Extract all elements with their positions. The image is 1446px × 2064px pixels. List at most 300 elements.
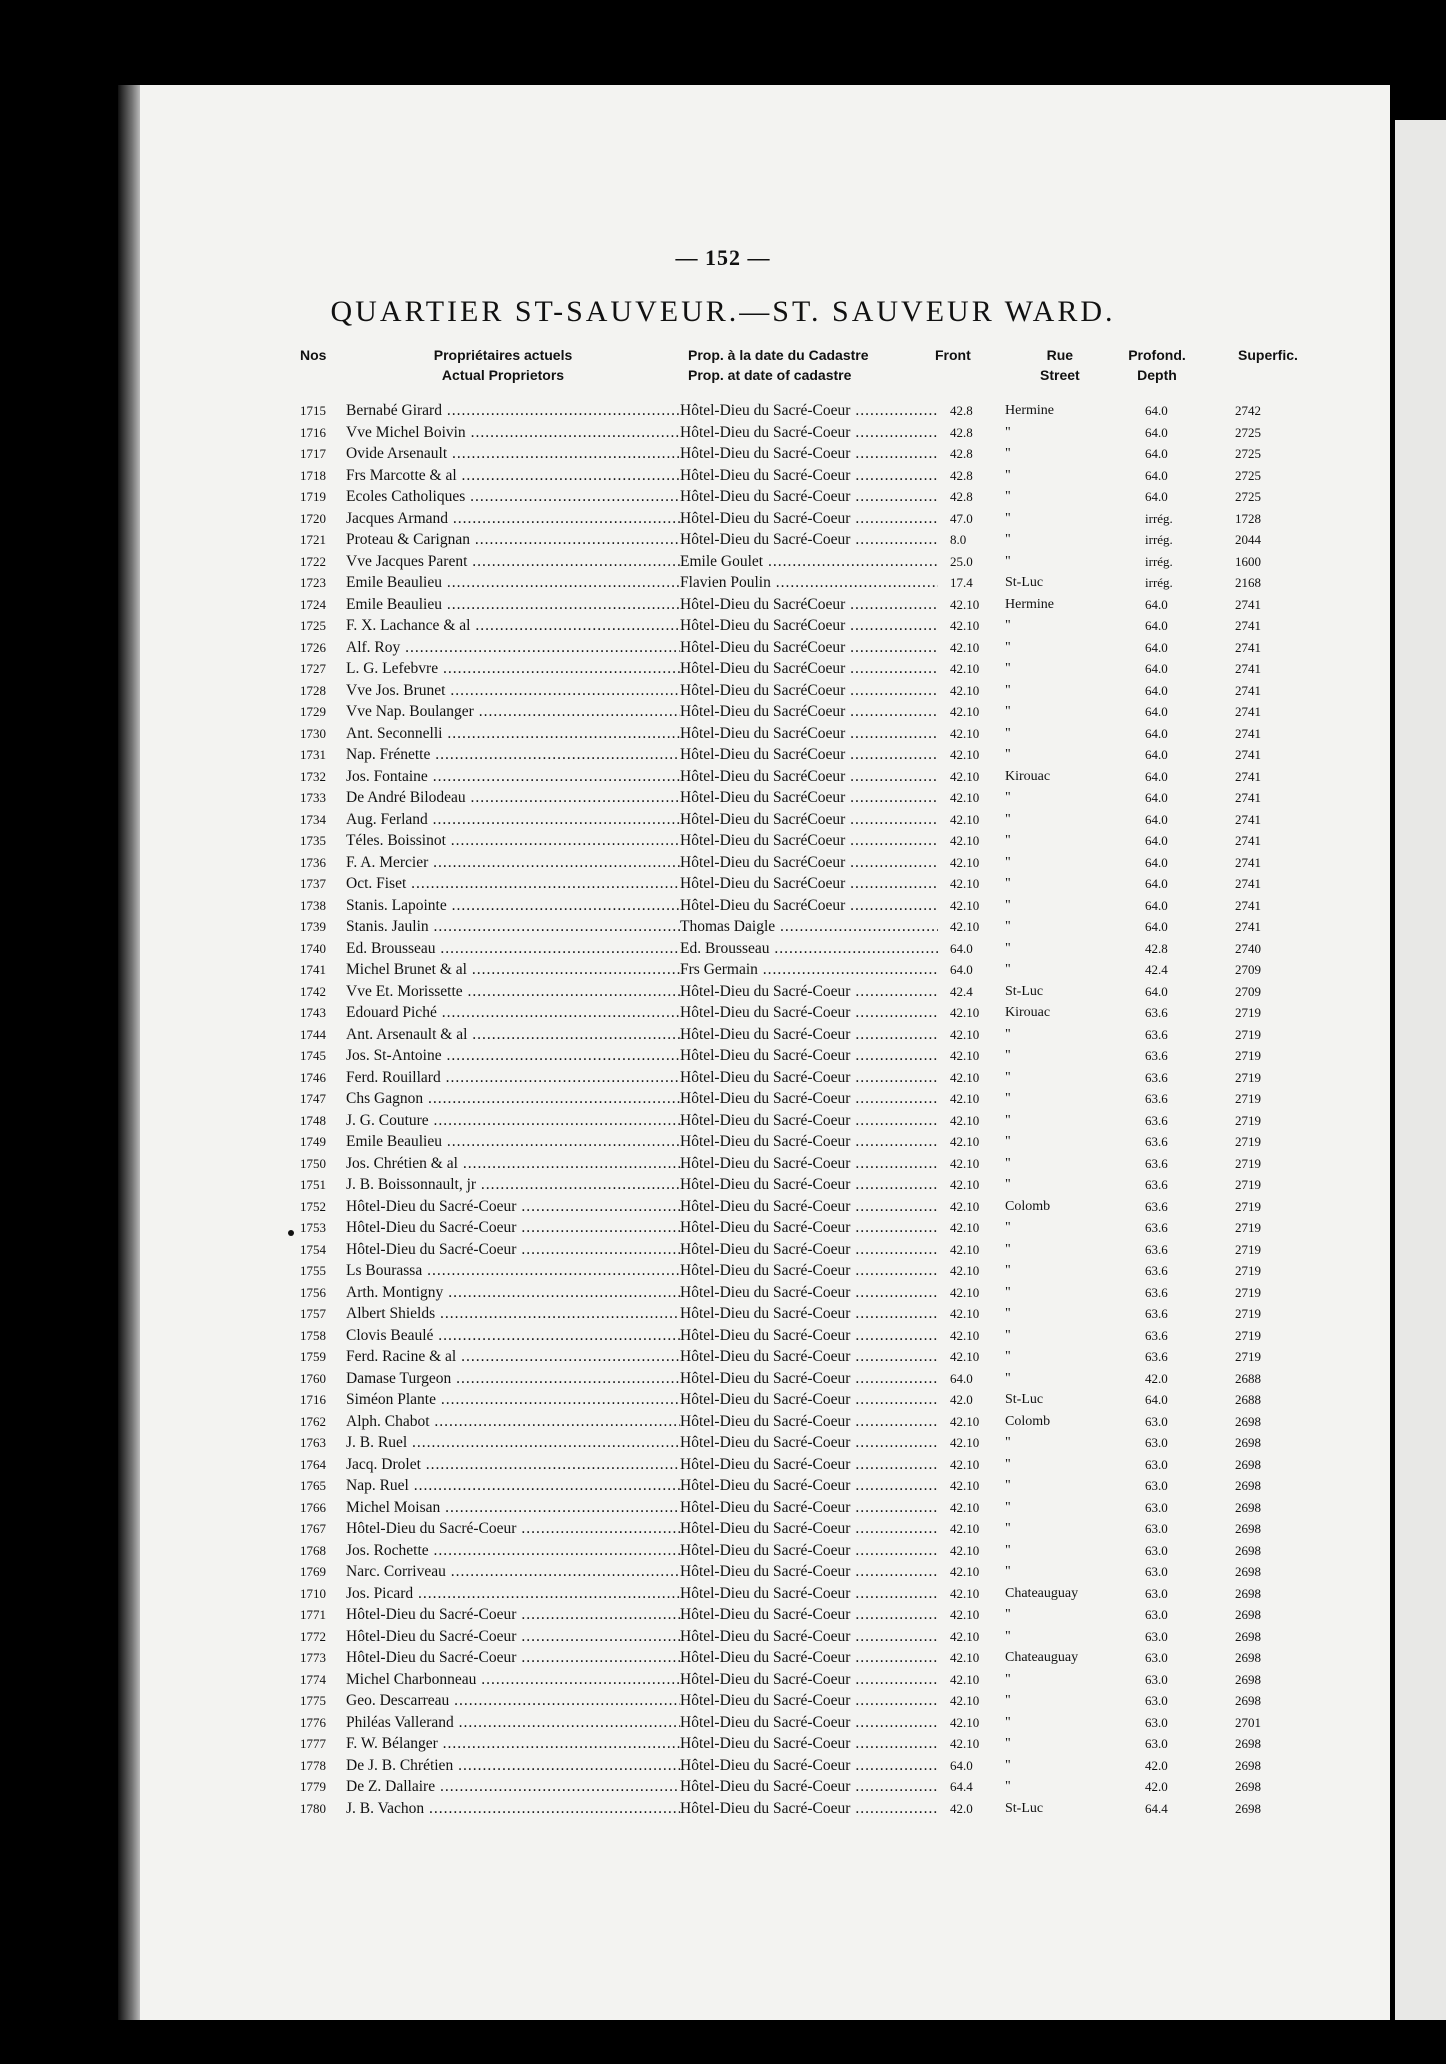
- superficie-value: 2698: [1235, 1671, 1261, 1687]
- table-row: [0, 594, 1446, 616]
- table-row: [0, 1217, 1446, 1239]
- front-measure: 47.0: [950, 510, 973, 526]
- front-measure: 42.10: [950, 596, 980, 612]
- table-row: [0, 1325, 1446, 1347]
- street-name: ": [1005, 1327, 1011, 1343]
- front-measure: 42.10: [950, 1263, 980, 1278]
- original-proprietor: Hôtel-Dieu du Sacré-Coeur .....: [680, 1002, 938, 1024]
- superficie-value: 2698: [1235, 1693, 1261, 1708]
- original-proprietor: Hôtel-Dieu du SacréCoeur .....: [680, 701, 938, 723]
- lot-number: 1758: [300, 1327, 326, 1343]
- depth-measure: 64.0: [1145, 790, 1168, 805]
- lot-number: 1759: [300, 1349, 326, 1364]
- front-measure: 42.10: [950, 876, 980, 891]
- lot-number: 1733: [300, 790, 326, 805]
- owner-name: Hôtel-Dieu du Sacré-Coeur .....: [346, 1604, 680, 1626]
- street-name: ": [1005, 811, 1011, 827]
- original-proprietor: Hôtel-Dieu du Sacré-Coeur .....: [680, 1604, 938, 1626]
- owner-name: Stanis. Lapointe .....: [346, 895, 680, 917]
- street-name: ": [1005, 876, 1011, 891]
- lot-number: 1729: [300, 704, 326, 719]
- lot-number: 1765: [300, 1478, 326, 1493]
- depth-measure: 64.0: [1145, 639, 1168, 655]
- lot-number: 1750: [300, 1155, 326, 1171]
- superficie-value: 2741: [1235, 725, 1261, 741]
- original-proprietor: Hôtel-Dieu du Sacré-Coeur .....: [680, 1626, 938, 1648]
- depth-measure: 64.0: [1145, 1392, 1168, 1407]
- original-proprietor: Hôtel-Dieu du Sacré-Coeur .....: [680, 1518, 938, 1540]
- lot-number: 1724: [300, 596, 326, 612]
- front-measure: 42.8: [950, 403, 973, 418]
- street-name: ": [1005, 833, 1011, 848]
- depth-measure: 63.6: [1145, 1349, 1168, 1364]
- table-row: [0, 852, 1446, 874]
- original-proprietor: Hôtel-Dieu du Sacré-Coeur .....: [680, 422, 938, 444]
- street-name: ": [1005, 897, 1011, 913]
- owner-name: Vve Michel Boivin .....: [346, 422, 680, 444]
- lot-number: 1764: [300, 1456, 326, 1472]
- table-row: [0, 1196, 1446, 1218]
- original-proprietor: Hôtel-Dieu du Sacré-Coeur .....: [680, 1561, 938, 1583]
- street-name: ": [1005, 1048, 1011, 1063]
- superficie-value: 2741: [1235, 811, 1261, 827]
- depth-measure: 63.6: [1145, 1177, 1168, 1192]
- superficie-value: 2719: [1235, 1349, 1261, 1364]
- front-measure: 64.0: [950, 962, 973, 977]
- street-name: ": [1005, 661, 1011, 676]
- original-proprietor: Hôtel-Dieu du Sacré-Coeur .....: [680, 1131, 938, 1153]
- lot-number: 1757: [300, 1306, 326, 1321]
- front-measure: 42.10: [950, 1091, 980, 1106]
- depth-measure: 64.0: [1145, 682, 1168, 698]
- street-name: ": [1005, 1693, 1011, 1708]
- street-name: ": [1005, 1564, 1011, 1579]
- lot-number: 1768: [300, 1542, 326, 1558]
- table-row: [0, 1067, 1446, 1089]
- lot-number: 1734: [300, 811, 326, 827]
- street-name: ": [1005, 725, 1011, 741]
- superficie-value: 2698: [1235, 1521, 1261, 1536]
- depth-measure: 63.6: [1145, 1284, 1168, 1300]
- superficie-value: 2719: [1235, 1048, 1261, 1063]
- front-measure: 42.10: [950, 1671, 980, 1687]
- table-row: [0, 572, 1446, 594]
- original-proprietor: Hôtel-Dieu du Sacré-Coeur .....: [680, 1733, 938, 1755]
- depth-measure: 64.0: [1145, 446, 1168, 461]
- header-owners-en: Actual Proprietors: [441, 367, 565, 383]
- street-name: ": [1005, 1220, 1011, 1235]
- front-measure: 42.10: [950, 1177, 980, 1192]
- lot-number: 1728: [300, 682, 326, 698]
- table-row: [0, 1604, 1446, 1626]
- lot-number: 1736: [300, 854, 326, 870]
- owner-name: J. B. Vachon .....: [346, 1798, 680, 1820]
- street-name: ": [1005, 1112, 1011, 1128]
- lot-number: 1743: [300, 1005, 326, 1020]
- front-measure: 42.10: [950, 1650, 980, 1665]
- owner-name: Clovis Beaulé .....: [346, 1325, 680, 1347]
- superficie-value: 2741: [1235, 768, 1261, 784]
- lot-number: 1720: [300, 510, 326, 526]
- superficie-value: 2719: [1235, 1155, 1261, 1171]
- depth-measure: 63.6: [1145, 1134, 1168, 1149]
- table-row: [0, 744, 1446, 766]
- original-proprietor: Hôtel-Dieu du Sacré-Coeur .....: [680, 1669, 938, 1691]
- street-name: ": [1005, 532, 1011, 547]
- depth-measure: 64.0: [1145, 983, 1168, 999]
- depth-measure: irrég.: [1145, 510, 1173, 526]
- owner-name: Jacq. Drolet .....: [346, 1454, 680, 1476]
- owner-name: Nap. Ruel .....: [346, 1475, 680, 1497]
- original-proprietor: Hôtel-Dieu du Sacré-Coeur .....: [680, 1088, 938, 1110]
- owner-name: Chs Gagnon .....: [346, 1088, 680, 1110]
- table-row: [0, 1712, 1446, 1734]
- street-name: ": [1005, 639, 1011, 655]
- street-name: ": [1005, 1521, 1011, 1536]
- table-row: [0, 1540, 1446, 1562]
- table-row: [0, 1282, 1446, 1304]
- owner-name: Hôtel-Dieu du Sacré-Coeur .....: [346, 1239, 680, 1261]
- owner-name: Damase Turgeon .....: [346, 1368, 680, 1390]
- table-row: [0, 1454, 1446, 1476]
- front-measure: 42.10: [950, 1284, 980, 1300]
- lot-number: 1771: [300, 1607, 326, 1622]
- original-proprietor: Hôtel-Dieu du Sacré-Coeur .....: [680, 1045, 938, 1067]
- header-owners: [398, 345, 608, 385]
- original-proprietor: Hôtel-Dieu du Sacré-Coeur .....: [680, 1260, 938, 1282]
- street-name: St-Luc: [1005, 1800, 1044, 1816]
- street-name: ": [1005, 1069, 1011, 1085]
- front-measure: 42.10: [950, 618, 980, 633]
- lot-number: 1738: [300, 897, 326, 913]
- street-name: ": [1005, 1177, 1011, 1192]
- superficie-value: 2698: [1235, 1456, 1261, 1472]
- front-measure: 42.10: [950, 661, 980, 676]
- front-measure: 42.10: [950, 1134, 980, 1149]
- lot-number: 1769: [300, 1564, 326, 1579]
- depth-measure: 63.0: [1145, 1714, 1168, 1730]
- superficie-value: 2719: [1235, 1284, 1261, 1300]
- owner-name: Hôtel-Dieu du Sacré-Coeur .....: [346, 1626, 680, 1648]
- depth-measure: 42.8: [1145, 940, 1168, 956]
- superficie-value: 2740: [1235, 940, 1261, 956]
- depth-measure: 63.0: [1145, 1693, 1168, 1708]
- lot-number: 1773: [300, 1650, 326, 1665]
- street-name: ": [1005, 1736, 1011, 1751]
- superficie-value: 1728: [1235, 510, 1261, 526]
- street-name: Hermine: [1005, 403, 1054, 418]
- lot-number: 1749: [300, 1134, 326, 1149]
- superficie-value: 2719: [1235, 1263, 1261, 1278]
- original-proprietor: Hôtel-Dieu du Sacré-Coeur .....: [680, 1690, 938, 1712]
- table-row: [0, 529, 1446, 551]
- front-measure: 64.0: [950, 940, 973, 956]
- street-name: St-Luc: [1005, 1392, 1044, 1407]
- table-row: [0, 1389, 1446, 1411]
- lot-number: 1767: [300, 1521, 326, 1536]
- lot-number: 1766: [300, 1499, 326, 1515]
- original-proprietor: Hôtel-Dieu du SacréCoeur .....: [680, 615, 938, 637]
- front-measure: 42.10: [950, 833, 980, 848]
- lot-number: 1732: [300, 768, 326, 784]
- depth-measure: 63.6: [1145, 1026, 1168, 1042]
- superficie-value: 2719: [1235, 1134, 1261, 1149]
- superficie-value: 2725: [1235, 467, 1261, 483]
- lot-number: 1778: [300, 1757, 326, 1773]
- depth-measure: 64.0: [1145, 747, 1168, 762]
- depth-measure: 63.0: [1145, 1499, 1168, 1515]
- superficie-value: 2719: [1235, 1069, 1261, 1085]
- depth-measure: 42.0: [1145, 1370, 1168, 1386]
- owner-name: Jos. St-Antoine .....: [346, 1045, 680, 1067]
- table-row: [0, 1174, 1446, 1196]
- owner-name: Hôtel-Dieu du Sacré-Coeur .....: [346, 1217, 680, 1239]
- header-prop-en: Prop. at date of cadastre: [688, 367, 852, 383]
- owner-name: Hôtel-Dieu du Sacré-Coeur .....: [346, 1647, 680, 1669]
- superficie-value: 2719: [1235, 1241, 1261, 1257]
- table-row: [0, 680, 1446, 702]
- lot-number: 1747: [300, 1091, 326, 1106]
- street-name: ": [1005, 682, 1011, 698]
- depth-measure: 63.0: [1145, 1736, 1168, 1751]
- depth-measure: 63.0: [1145, 1650, 1168, 1665]
- original-proprietor: Hôtel-Dieu du Sacré-Coeur .....: [680, 1776, 938, 1798]
- lot-number: 1760: [300, 1370, 326, 1386]
- lot-number: 1748: [300, 1112, 326, 1128]
- street-name: Chateauguay: [1005, 1585, 1079, 1601]
- front-measure: 64.0: [950, 1370, 973, 1386]
- front-measure: 42.10: [950, 1220, 980, 1235]
- lot-number: 1756: [300, 1284, 326, 1300]
- street-name: ": [1005, 1026, 1011, 1042]
- depth-measure: irrég.: [1145, 532, 1173, 547]
- depth-measure: 64.0: [1145, 854, 1168, 870]
- lot-number: 1739: [300, 919, 326, 934]
- front-measure: 42.8: [950, 446, 973, 461]
- depth-measure: 64.0: [1145, 811, 1168, 827]
- superficie-value: 2741: [1235, 790, 1261, 805]
- depth-measure: 63.0: [1145, 1413, 1168, 1429]
- header-prop: [688, 345, 869, 385]
- owner-name: Oct. Fiset .....: [346, 873, 680, 895]
- lot-number: 1710: [300, 1585, 326, 1601]
- superficie-value: 2725: [1235, 446, 1261, 461]
- original-proprietor: Hôtel-Dieu du Sacré-Coeur .....: [680, 1798, 938, 1820]
- lot-number: 1721: [300, 532, 326, 547]
- lot-number: 1718: [300, 467, 326, 483]
- street-name: ": [1005, 489, 1011, 504]
- front-measure: 42.10: [950, 854, 980, 870]
- original-proprietor: Hôtel-Dieu du Sacré-Coeur .....: [680, 1475, 938, 1497]
- original-proprietor: Hôtel-Dieu du Sacré-Coeur .....: [680, 1325, 938, 1347]
- lot-number: 1727: [300, 661, 326, 676]
- street-name: ": [1005, 919, 1011, 934]
- lot-number: 1744: [300, 1026, 326, 1042]
- depth-measure: 64.4: [1145, 1800, 1168, 1816]
- owner-name: Vve Jacques Parent .....: [346, 551, 680, 573]
- owner-name: Emile Beaulieu .....: [346, 572, 680, 594]
- superficie-value: 2741: [1235, 596, 1261, 612]
- table-row: [0, 1303, 1446, 1325]
- original-proprietor: Hôtel-Dieu du Sacré-Coeur .....: [680, 486, 938, 508]
- table-row: [0, 873, 1446, 895]
- owner-name: Ls Bourassa .....: [346, 1260, 680, 1282]
- depth-measure: 63.0: [1145, 1435, 1168, 1450]
- superficie-value: 2741: [1235, 639, 1261, 655]
- street-name: Hermine: [1005, 596, 1054, 612]
- original-proprietor: Hôtel-Dieu du Sacré-Coeur .....: [680, 1540, 938, 1562]
- lot-number: 1775: [300, 1693, 326, 1708]
- street-name: ": [1005, 1714, 1011, 1730]
- front-measure: 42.10: [950, 1349, 980, 1364]
- street-name: St-Luc: [1005, 983, 1044, 999]
- street-name: ": [1005, 1349, 1011, 1364]
- original-proprietor: Hôtel-Dieu du Sacré-Coeur .....: [680, 1196, 938, 1218]
- front-measure: 42.10: [950, 1026, 980, 1042]
- owner-name: Téles. Boissinot .....: [346, 830, 680, 852]
- street-name: Colomb: [1005, 1198, 1051, 1214]
- header-depth-fr: Profond.: [1128, 347, 1186, 363]
- table-row: [0, 615, 1446, 637]
- table-row: [0, 1002, 1446, 1024]
- front-measure: 42.4: [950, 983, 973, 999]
- front-measure: 42.10: [950, 790, 980, 805]
- superficie-value: 2698: [1235, 1736, 1261, 1751]
- front-measure: 42.10: [950, 1241, 980, 1257]
- owner-name: De André Bilodeau .....: [346, 787, 680, 809]
- lot-number: 1774: [300, 1671, 326, 1687]
- front-measure: 8.0: [950, 532, 967, 547]
- front-measure: 42.10: [950, 1736, 980, 1751]
- original-proprietor: Hôtel-Dieu du SacréCoeur .....: [680, 787, 938, 809]
- lot-number: 1776: [300, 1714, 326, 1730]
- superficie-value: 2168: [1235, 575, 1261, 590]
- street-name: Colomb: [1005, 1413, 1051, 1429]
- lot-number: 1762: [300, 1413, 326, 1429]
- table-row: [0, 1798, 1446, 1820]
- table-row: [0, 1153, 1446, 1175]
- street-name: ": [1005, 424, 1011, 440]
- original-proprietor: Hôtel-Dieu du SacréCoeur .....: [680, 809, 938, 831]
- front-measure: 42.10: [950, 1607, 980, 1622]
- street-name: ": [1005, 1607, 1011, 1622]
- original-proprietor: Hôtel-Dieu du SacréCoeur .....: [680, 830, 938, 852]
- original-proprietor: Frs Germain .....: [680, 959, 938, 981]
- original-proprietor: Hôtel-Dieu du Sacré-Coeur .....: [680, 1497, 938, 1519]
- front-measure: 42.10: [950, 725, 980, 741]
- depth-measure: 63.0: [1145, 1585, 1168, 1601]
- depth-measure: 63.0: [1145, 1478, 1168, 1493]
- owner-name: Ecoles Catholiques .....: [346, 486, 680, 508]
- table-row: [0, 981, 1446, 1003]
- street-name: Kirouac: [1005, 1005, 1051, 1020]
- superficie-value: 2698: [1235, 1585, 1261, 1601]
- depth-measure: 63.6: [1145, 1220, 1168, 1235]
- depth-measure: 64.0: [1145, 403, 1168, 418]
- header-front: Front: [935, 347, 971, 363]
- lot-number: 1754: [300, 1241, 326, 1257]
- original-proprietor: Hôtel-Dieu du Sacré-Coeur .....: [680, 1647, 938, 1669]
- original-proprietor: Hôtel-Dieu du SacréCoeur .....: [680, 658, 938, 680]
- owner-name: Michel Brunet & al .....: [346, 959, 680, 981]
- depth-measure: 64.0: [1145, 725, 1168, 741]
- table-row: [0, 1475, 1446, 1497]
- page-number: — 152 —: [675, 245, 771, 270]
- front-measure: 64.4: [950, 1779, 973, 1794]
- owner-name: De Z. Dallaire .....: [346, 1776, 680, 1798]
- lot-number: 1742: [300, 983, 326, 999]
- lot-number: 1777: [300, 1736, 326, 1751]
- table-row: [0, 1131, 1446, 1153]
- superficie-value: 2701: [1235, 1714, 1261, 1730]
- depth-measure: 64.0: [1145, 424, 1168, 440]
- front-measure: 42.10: [950, 1456, 980, 1472]
- original-proprietor: Hôtel-Dieu du Sacré-Coeur .....: [680, 529, 938, 551]
- front-measure: 42.10: [950, 1628, 980, 1644]
- front-measure: 42.10: [950, 1306, 980, 1321]
- depth-measure: 63.6: [1145, 1198, 1168, 1214]
- street-name: ": [1005, 1757, 1011, 1773]
- street-name: ": [1005, 854, 1011, 870]
- superficie-value: 2741: [1235, 854, 1261, 870]
- street-name: ": [1005, 510, 1011, 526]
- original-proprietor: Hôtel-Dieu du Sacré-Coeur .....: [680, 400, 938, 422]
- original-proprietor: Hôtel-Dieu du SacréCoeur .....: [680, 852, 938, 874]
- superficie-value: 2719: [1235, 1177, 1261, 1192]
- street-name: ": [1005, 1284, 1011, 1300]
- table-row: [0, 1669, 1446, 1691]
- superficie-value: 2698: [1235, 1779, 1261, 1794]
- street-name: ": [1005, 1370, 1011, 1386]
- front-measure: 25.0: [950, 553, 973, 569]
- superficie-value: 2688: [1235, 1392, 1261, 1407]
- original-proprietor: Hôtel-Dieu du Sacré-Coeur .....: [680, 1454, 938, 1476]
- table-row: [0, 1045, 1446, 1067]
- depth-measure: 63.6: [1145, 1241, 1168, 1257]
- table-row: [0, 1368, 1446, 1390]
- lot-number: 1722: [300, 553, 326, 569]
- table-row: [0, 1561, 1446, 1583]
- lot-number: 1726: [300, 639, 326, 655]
- original-proprietor: Ed. Brousseau .....: [680, 938, 938, 960]
- table-row: [0, 551, 1446, 573]
- lot-number: 1772: [300, 1628, 326, 1644]
- lot-number: 1752: [300, 1198, 326, 1214]
- owner-name: Jacques Armand .....: [346, 508, 680, 530]
- owner-name: Philéas Vallerand .....: [346, 1712, 680, 1734]
- lot-number: 1745: [300, 1048, 326, 1063]
- header-superficie: Superfic.: [1238, 347, 1298, 363]
- owner-name: Nap. Frénette .....: [346, 744, 680, 766]
- ward-title: QUARTIER ST-SAUVEUR.—ST. SAUVEUR WARD.: [330, 295, 1116, 328]
- original-proprietor: Hôtel-Dieu du Sacré-Coeur .....: [680, 1239, 938, 1261]
- superficie-value: 2044: [1235, 532, 1261, 547]
- front-measure: 42.10: [950, 1542, 980, 1558]
- superficie-value: 2709: [1235, 962, 1261, 977]
- header-street-en: Street: [1040, 367, 1080, 383]
- front-measure: 42.10: [950, 1327, 980, 1343]
- front-measure: 42.10: [950, 1005, 980, 1020]
- depth-measure: 63.6: [1145, 1327, 1168, 1343]
- superficie-value: 2742: [1235, 403, 1261, 418]
- front-measure: 42.10: [950, 1198, 980, 1214]
- table-row: [0, 895, 1446, 917]
- depth-measure: 64.0: [1145, 704, 1168, 719]
- table-row: [0, 701, 1446, 723]
- owner-name: Alph. Chabot .....: [346, 1411, 680, 1433]
- owner-name: Ant. Arsenault & al .....: [346, 1024, 680, 1046]
- original-proprietor: Hôtel-Dieu du Sacré-Coeur .....: [680, 1712, 938, 1734]
